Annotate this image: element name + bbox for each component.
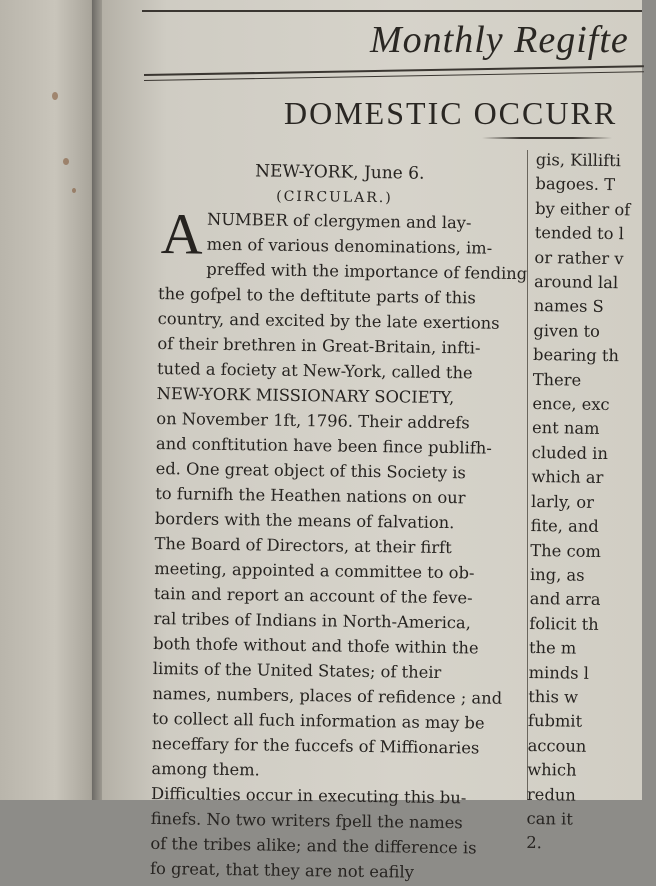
text-line: the gofpel to the deftitute parts of this <box>157 283 476 308</box>
text-line: limits of the United States; of their <box>152 658 442 682</box>
text-line: gis, Killifti <box>535 149 622 171</box>
left-page-edge <box>0 0 100 800</box>
text-line: names, numbers, places of refidence ; and <box>152 683 503 708</box>
foxing-spot <box>63 158 69 165</box>
text-line: fo great, that they are not eafily <box>149 858 415 882</box>
article-dateline: NEW-YORK, June 6. <box>255 161 425 184</box>
text-line: ral tribes of Indians in North-America, <box>153 608 472 633</box>
text-line: on November 1ft, 1796. Their addrefs <box>156 408 470 433</box>
text-line: the m <box>528 638 577 658</box>
text-line: accoun <box>527 735 587 756</box>
text-line: men of various denominations, im- <box>206 234 493 258</box>
text-line: ed. One great object of this Society is <box>155 458 467 483</box>
running-header-title: Monthly Regifte <box>370 19 629 61</box>
text-line: among them. <box>151 758 260 780</box>
text-line: of their brethren in Great-Britain, infti- <box>157 333 481 358</box>
text-line: and arra <box>529 589 601 610</box>
text-line: this w <box>528 686 579 707</box>
drop-cap: A <box>160 201 204 267</box>
text-line: bearing th <box>532 345 620 366</box>
text-line: minds l <box>528 662 590 683</box>
text-line: can it <box>526 808 574 829</box>
foxing-spot <box>52 92 58 100</box>
text-line: to collect all fuch information as may be <box>152 708 485 733</box>
text-line: larly, or <box>530 491 595 512</box>
text-line: tuted a fociety at New-York, called the <box>156 358 473 383</box>
text-line: cluded in <box>531 442 609 463</box>
text-line: of the tribes alike; and the difference is <box>150 833 477 858</box>
text-line: 2. <box>526 833 542 853</box>
text-line: meeting, appointed a committee to ob- <box>154 558 475 583</box>
ornament-rule <box>482 137 612 139</box>
header-rule-upper <box>144 65 644 76</box>
text-line: by either of <box>535 198 631 220</box>
newspaper-page <box>102 0 642 882</box>
text-line: Difficulties occur in executing this bu- <box>150 783 467 808</box>
text-line: NUMBER of clergymen and lay- <box>206 209 472 233</box>
article-body <box>149 201 549 886</box>
text-line: NEW-YORK MISSIONARY SOCIETY, <box>156 383 455 408</box>
section-title: DOMESTIC OCCURR <box>284 95 618 131</box>
text-line: preffed with the importance of fending <box>206 259 528 284</box>
text-line: fubmit <box>527 711 583 732</box>
text-line: tended to l <box>534 223 624 244</box>
text-line: or rather v <box>534 247 624 268</box>
text-line: names S <box>533 296 604 317</box>
text-line: around lal <box>534 272 619 293</box>
text-line: folicit th <box>529 613 599 634</box>
text-line: ent nam <box>531 418 600 439</box>
text-line: country, and excited by the late exertions <box>157 308 500 333</box>
text-line: The com <box>530 540 602 561</box>
text-line: The Board of Directors, at their firft <box>154 533 452 558</box>
text-line: given to <box>533 320 601 341</box>
text-line: borders with the means of falvation. <box>154 508 455 533</box>
text-line: which <box>527 760 577 780</box>
article-column <box>150 158 550 886</box>
text-line: neceffary for the fuccefs of Miffionaries <box>151 733 480 758</box>
text-line: tain and report an account of the feve- <box>153 583 473 608</box>
text-line: fite, and <box>530 516 599 537</box>
text-line: which ar <box>531 467 604 488</box>
foxing-spot <box>72 188 76 193</box>
text-line: There <box>532 369 582 390</box>
text-line: redun <box>526 784 576 805</box>
text-line: and conftitution have been fince publifh- <box>155 433 492 458</box>
text-line: to furnifh the Heathen nations on our <box>155 483 466 508</box>
right-column-fragment <box>526 148 656 857</box>
text-line: both thofe without and thofe within the <box>153 633 479 658</box>
text-line: bagoes. T <box>535 174 616 195</box>
text-line: ence, exc <box>532 394 610 415</box>
text-line: finefs. No two writers fpell the names <box>150 808 463 833</box>
article-subhead: (CIRCULAR.) <box>276 188 393 207</box>
top-rule <box>142 10 642 12</box>
right-column-body <box>526 148 656 857</box>
text-line: ing, as <box>529 564 585 585</box>
